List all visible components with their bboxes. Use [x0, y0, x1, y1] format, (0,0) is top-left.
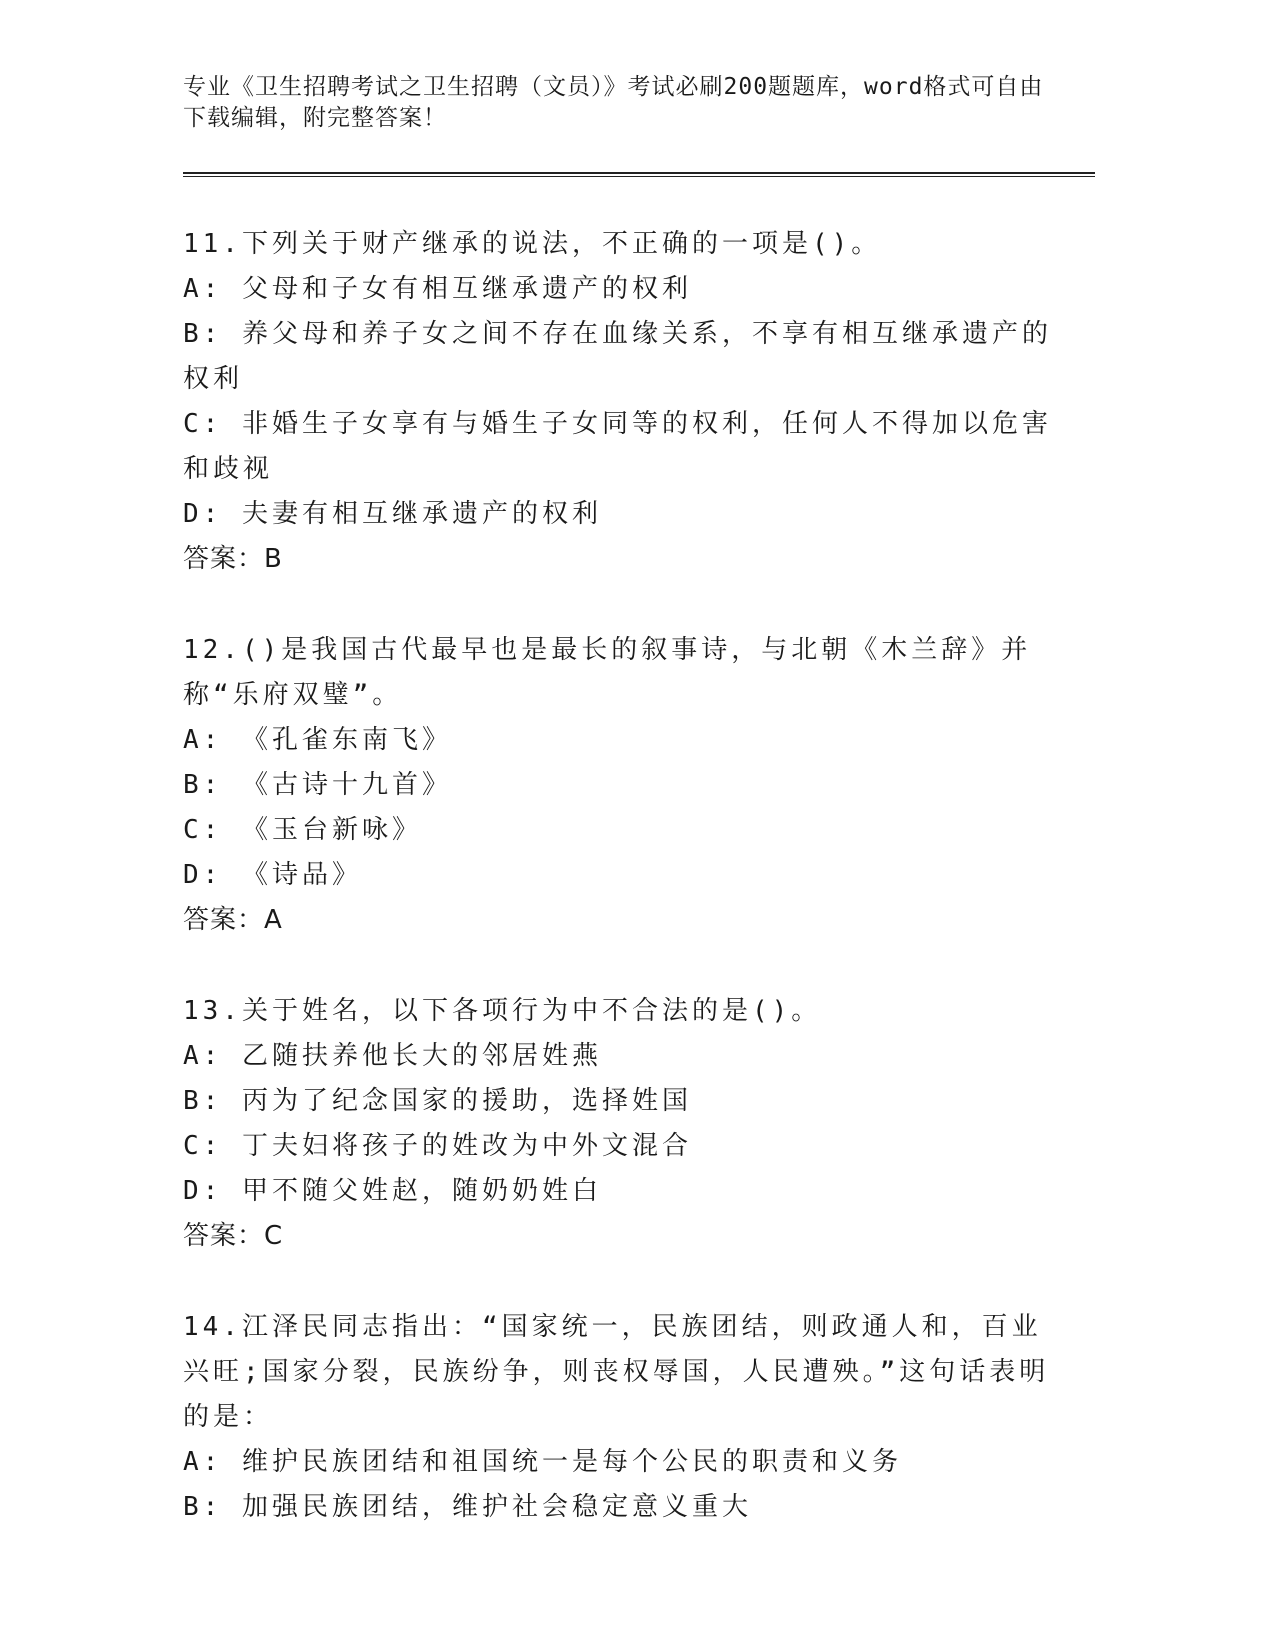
question-stem: 11.下列关于财产继承的说法，不正确的一项是()。 [183, 229, 882, 259]
option-d: D: 甲不随父姓赵，随奶奶姓白 [183, 1176, 602, 1206]
question-stem: 14.江泽民同志指出：“国家统一，民族团结，则政通人和，百业兴旺;国家分裂，民族纷争，则丧权辱国，人民遭殃。”这句话表明的是： [183, 1312, 1050, 1432]
header-divider [183, 172, 1095, 177]
option-a: A: 《孔雀东南飞》 [183, 725, 452, 755]
answer-label: 答案：A [183, 905, 283, 935]
option-d: D: 《诗品》 [183, 860, 362, 890]
option-b: B: 养父母和养子女之间不存在血缘关系，不享有相互继承遗产的权利 [183, 319, 1052, 394]
option-c: C: 丁夫妇将孩子的姓改为中外文混合 [183, 1131, 692, 1161]
question-stem: 13.关于姓名，以下各项行为中不合法的是()。 [183, 996, 822, 1026]
question-14 [183, 1305, 1063, 1530]
option-a: A: 维护民族团结和祖国统一是每个公民的职责和义务 [183, 1447, 902, 1477]
answer-label: 答案：C [183, 1221, 284, 1251]
document-header: 专业《卫生招聘考试之卫生招聘（文员）》考试必刷200题题库，word格式可自由下载编辑，附完整答案！ [183, 74, 1044, 131]
option-d: D: 夫妻有相互继承遗产的权利 [183, 499, 602, 529]
option-b: B: 《古诗十九首》 [183, 770, 452, 800]
option-b: B: 加强民族团结，维护社会稳定意义重大 [183, 1492, 752, 1522]
option-a: A: 父母和子女有相互继承遗产的权利 [183, 274, 692, 304]
option-b: B: 丙为了纪念国家的援助，选择姓国 [183, 1086, 692, 1116]
question-12 [183, 628, 1063, 943]
question-list [183, 222, 1063, 1576]
question-stem: 12.()是我国古代最早也是最长的叙事诗，与北朝《木兰辞》并称“乐府双璧”。 [183, 635, 1032, 710]
option-a: A: 乙随扶养他长大的邻居姓燕 [183, 1041, 602, 1071]
option-c: C: 非婚生子女享有与婚生子女同等的权利，任何人不得加以危害和歧视 [183, 409, 1052, 484]
question-11 [183, 222, 1063, 582]
answer-label: 答案：B [183, 544, 283, 574]
option-c: C: 《玉台新咏》 [183, 815, 422, 845]
question-13 [183, 989, 1063, 1259]
